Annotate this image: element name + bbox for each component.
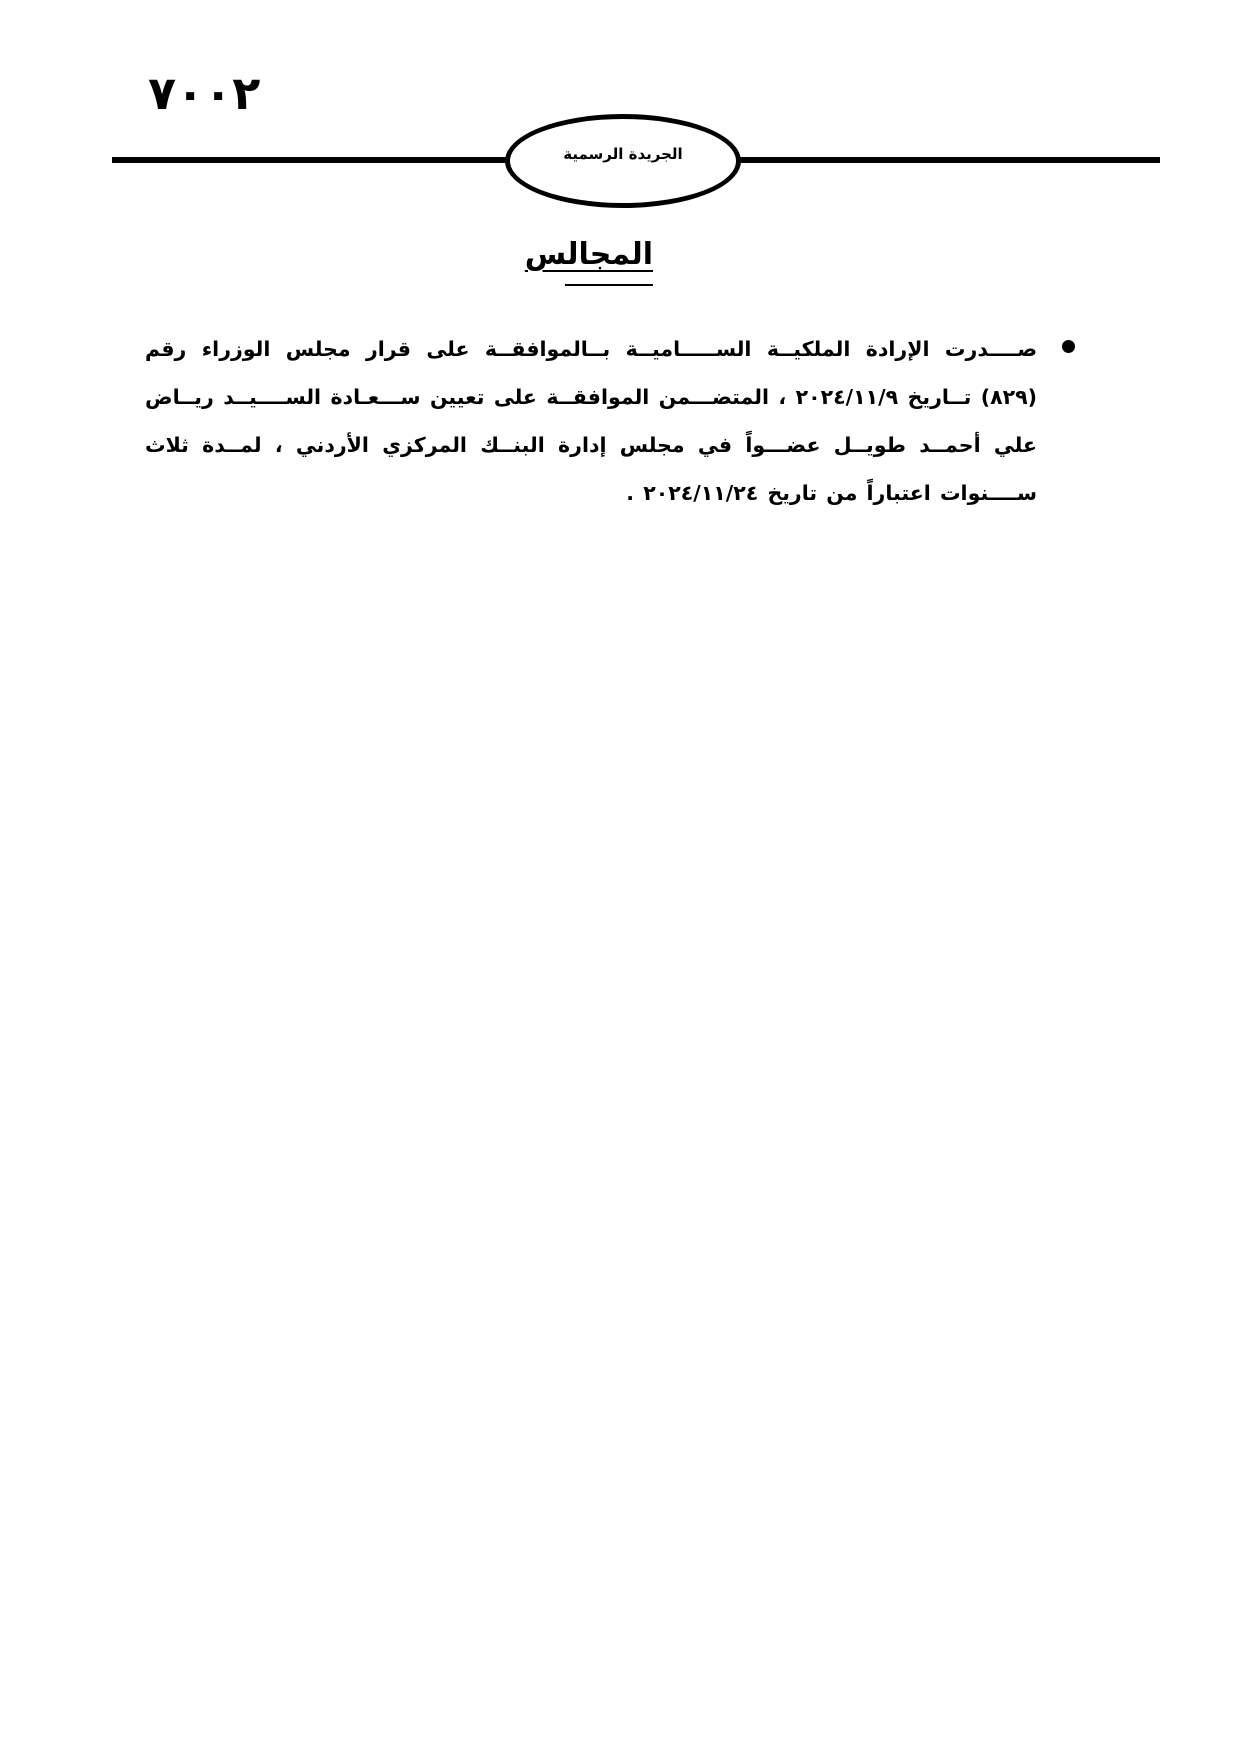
heading-underline: [565, 284, 653, 286]
list-item: [145, 325, 1075, 517]
page-number: ٧٠٠٢: [148, 66, 261, 120]
bullet-icon: [1062, 340, 1075, 353]
header-rule-right: [738, 157, 1160, 163]
section-heading: المجالس: [524, 237, 653, 272]
gazette-title: الجريدة الرسمية: [563, 145, 683, 163]
gazette-masthead: [505, 114, 741, 208]
announcement-text: صــــدرت الإرادة الملكيــة الســـــاميــة بــالموافقــة على قرار مجلس الوزراء رقم (٨٢٩) تــاريخ ٢٠٢٤/١١/٩ ، المتضـــمن الموافقــة على تعيين ســـعـادة الســــيــد ريــاض علي أحمــد طويــل عضـــواً في مجلس إدارة البنــك المركزي الأردني ، لمــدة ثلاث ســــنوات اعتباراً من تاريخ ٢٠٢٤/١١/٢٤ .: [145, 337, 1037, 505]
header-rule-left: [112, 157, 512, 163]
